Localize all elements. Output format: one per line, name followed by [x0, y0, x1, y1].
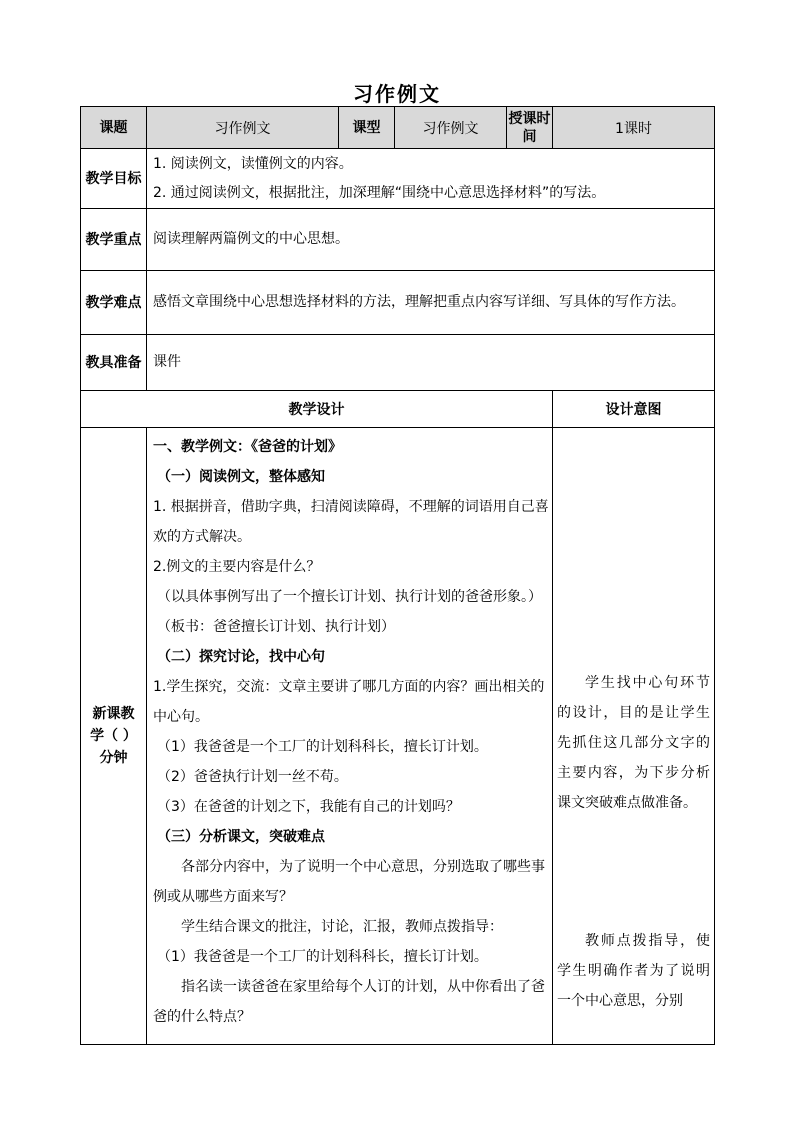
content-subheading: （二）探究讨论，找中心句: [157, 649, 325, 665]
content-line: （1）我爸爸是一个工厂的计划科科长，擅长订计划。: [157, 949, 488, 965]
time-value: 1课时: [553, 107, 715, 149]
goals-row: [81, 149, 715, 209]
goal-item: 1. 阅读例文，读懂例文的内容。: [153, 155, 353, 172]
content-line: 1. 根据拼音，借助字典，扫清阅读障碍，不理解的词语用自己喜欢的方式解决。: [153, 499, 549, 545]
new-lesson-row: [81, 428, 715, 1045]
key-points-row: [81, 209, 715, 271]
header-row: [81, 107, 715, 149]
content-line: （3）在爸爸的计划之下，我能有自己的计划吗？: [157, 799, 460, 815]
tools-label: 教具准备: [81, 335, 147, 391]
content-line: 学生结合课文的批注，讨论，汇报，教师点拨指导：: [181, 919, 503, 935]
design-header: 教学设计: [81, 391, 553, 428]
intent-note: 学生找中心句环节的设计，目的是让学生先抓住这几部分文字的主要内容，为下步分析课文突破难点做准备。: [557, 675, 711, 811]
lesson-content: [147, 428, 553, 1045]
key-points-text: 阅读理解两篇例文的中心思想。: [147, 209, 715, 271]
page-title: 习作例文: [353, 82, 441, 106]
content-line: （1）我爸爸是一个工厂的计划科科长，擅长订计划。: [157, 739, 488, 755]
tools-row: [81, 335, 715, 391]
lesson-plan-table: [80, 106, 715, 1045]
intent-header: 设计意图: [553, 391, 715, 428]
content-line: 2.例文的主要内容是什么？: [153, 559, 321, 575]
content-line: 各部分内容中，为了说明一个中心意思，分别选取了哪些事例或从哪些方面来写？: [153, 859, 545, 905]
goal-item: 2. 通过阅读例文，根据批注，加深理解“围绕中心意思选择材料”的写法。: [153, 184, 606, 201]
content-line: 1.学生探究，交流：文章主要讲了哪几方面的内容？画出相关的中心句。: [153, 679, 545, 725]
difficulty-row: [81, 271, 715, 335]
topic-label: 课题: [81, 107, 147, 149]
content-line: （板书：爸爸擅长订计划、执行计划）: [157, 619, 395, 635]
content-subheading: （三）分析课文，突破难点: [157, 829, 325, 845]
type-value: 习作例文: [395, 107, 507, 149]
content-line: （2）爸爸执行计划一丝不苟。: [157, 769, 348, 785]
tools-text: 课件: [147, 335, 715, 391]
content-heading: 一、教学例文：《爸爸的计划》: [153, 439, 342, 455]
difficulty-text: 感悟文章围绕中心思想选择材料的方法，理解把重点内容写详细、写具体的写作方法。: [147, 271, 715, 335]
content-line: 指名读一读爸爸在家里给每个人订的计划，从中你看出了爸爸的什么特点？: [153, 979, 545, 1025]
difficulty-label: 教学难点: [81, 271, 147, 335]
design-intent: [553, 428, 715, 1045]
key-points-label: 教学重点: [81, 209, 147, 271]
goals-label: 教学目标: [81, 149, 147, 209]
type-label: 课型: [339, 107, 395, 149]
topic-value: 习作例文: [147, 107, 339, 149]
section-header-row: [81, 391, 715, 428]
content-subheading: （一）阅读例文，整体感知: [157, 469, 325, 485]
goals-cell: [147, 149, 715, 209]
time-label: 授课时间: [507, 107, 553, 149]
content-line: （以具体事例写出了一个擅长订计划、执行计划的爸爸形象。）: [157, 589, 542, 605]
new-lesson-label: 新课教学（ ）分钟: [81, 428, 147, 1045]
intent-note: 教师点拨指导，使学生明确作者为了说明一个中心意思，分别: [557, 933, 711, 1009]
